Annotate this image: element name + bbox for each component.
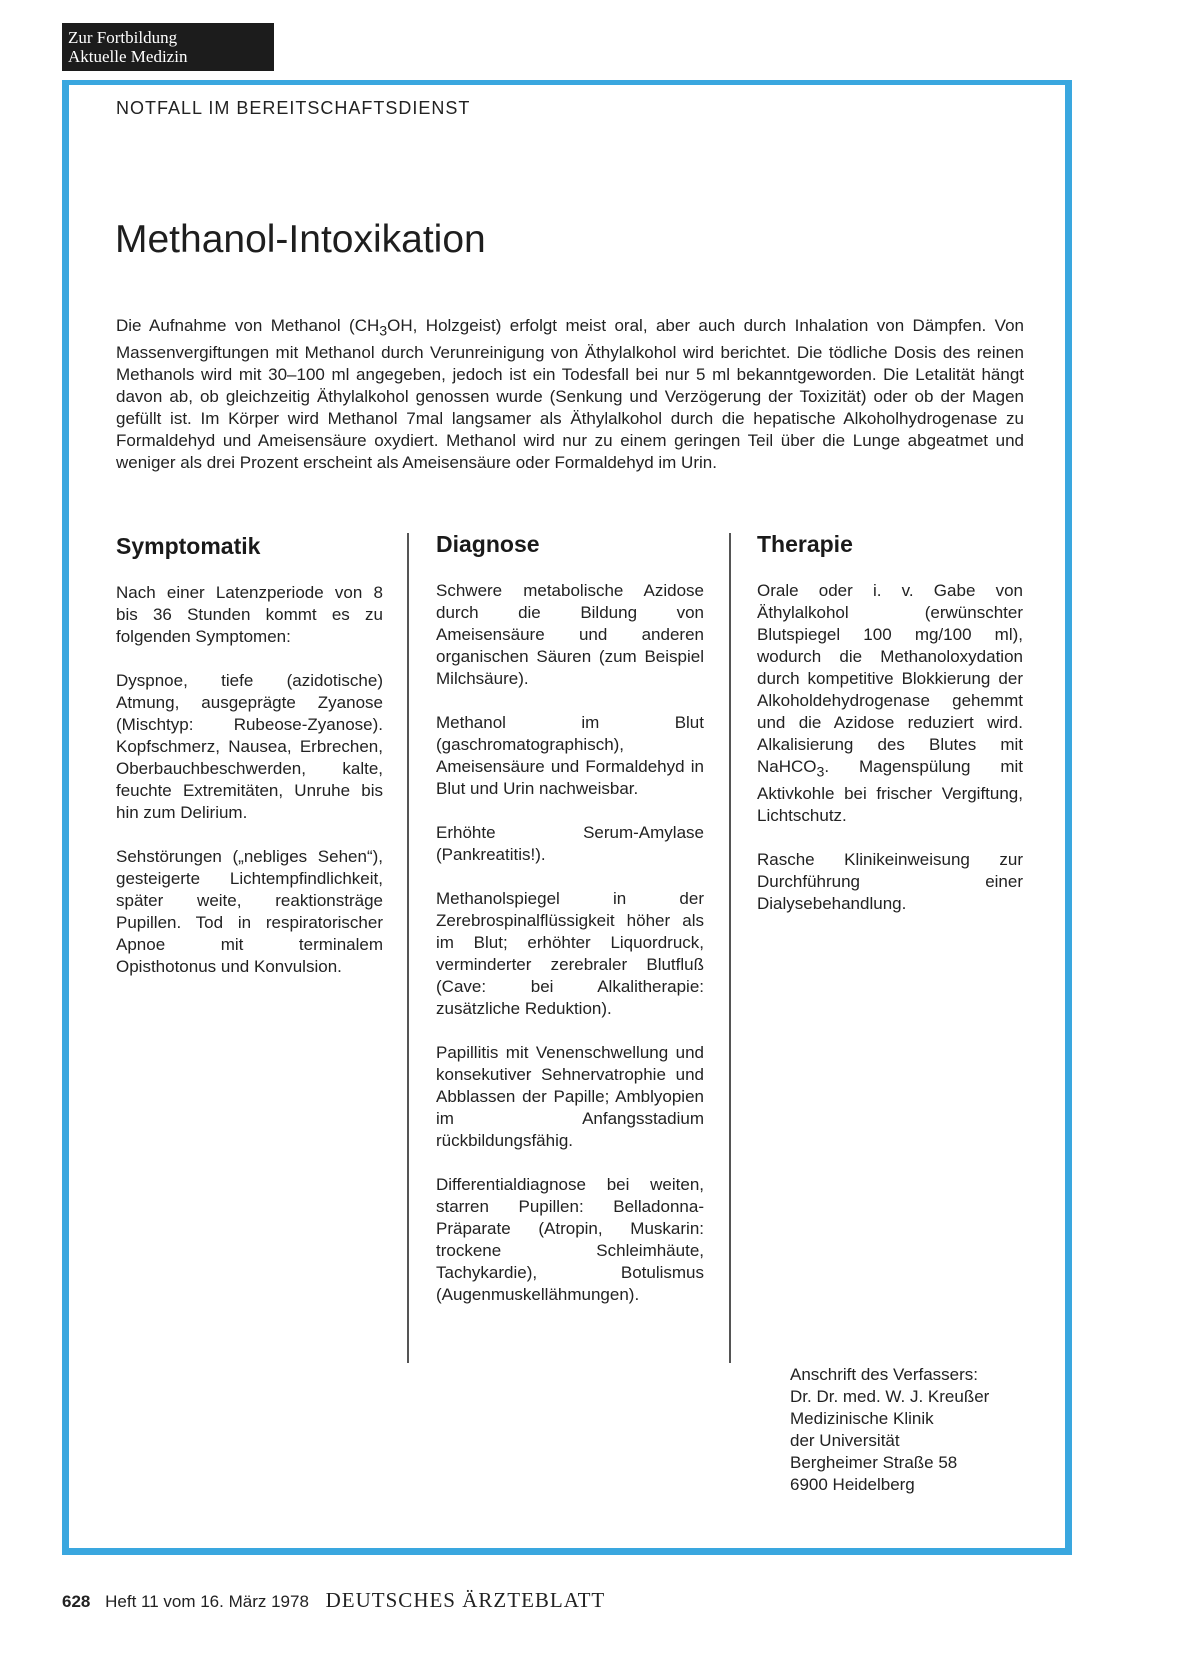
- intro-paragraph: [116, 315, 1024, 474]
- heading-diagnose: Diagnose: [436, 531, 540, 557]
- heading-therapie: Therapie: [757, 531, 853, 557]
- page-footer: [62, 1588, 605, 1613]
- author-address: [790, 1364, 989, 1496]
- address-line: 6900 Heidelberg: [790, 1475, 915, 1494]
- column-diagnose: [436, 530, 704, 1328]
- column-symptomatik: [116, 532, 383, 1000]
- section-label: NOTFALL IM BEREITSCHAFTSDIENST: [116, 98, 471, 118]
- address-line: Dr. Dr. med. W. J. Kreußer: [790, 1387, 990, 1406]
- symptomatik-paragraph: Nach einer Latenzperiode von 8 bis 36 Stunden kommt es zu folgenden Symptomen:: [116, 583, 383, 646]
- heading-symptomatik: Symptomatik: [116, 533, 261, 559]
- symptomatik-paragraph: Dyspnoe, tiefe (azidotische) Atmung, ausgeprägte Zyanose (Mischtyp: Rubeose-Zyanose). Kopfschmerz, Nausea, Erbrechen, Oberbauchbeschwerden, kalte, feuchte Extremitäten, Unruhe bis hin zum Delirium.: [116, 671, 383, 822]
- header-line-2: Aktuelle Medizin: [68, 47, 188, 66]
- diagnose-paragraph: Erhöhte Serum-Amylase (Pankreatitis!).: [436, 823, 704, 864]
- therapie-paragraph: Rasche Klinikeinweisung zur Durchführung einer Dialysebehandlung.: [757, 850, 1023, 914]
- diagnose-paragraph: Methanolspiegel in der Zerebrospinalflüssigkeit höher als im Blut; erhöhter Liquordruck, verminderter zerebraler Blutfluß (Cave: bei Alkalitherapie: zusätzliche Reduktion).: [436, 889, 704, 1018]
- therapie-text-rest: . Magenspülung mit Aktivkohle bei frischer Vergiftung, Lichtschutz.: [757, 757, 1023, 826]
- intro-formula-subscript: 3: [379, 323, 388, 340]
- address-line: Medizinische Klinik: [790, 1409, 934, 1428]
- address-line: Bergheimer Straße 58: [790, 1453, 958, 1472]
- address-line: der Universität: [790, 1431, 900, 1450]
- page-number: 628: [62, 1592, 91, 1611]
- header-line-1: Zur Fortbildung: [68, 28, 178, 47]
- diagnose-paragraph: Schwere metabolische Azidose durch die Bildung von Ameisensäure und anderen organischen Säuren (zum Beispiel Milchsäure).: [436, 581, 704, 688]
- address-line: Anschrift des Verfassers:: [790, 1365, 979, 1384]
- symptomatik-paragraph: Sehstörungen („nebliges Sehen“), gesteigerte Lichtempfindlichkeit, später weite, reaktionsträge Pupillen. Tod in respiratorischer Apnoe mit terminalem Opisthotonus und Konvulsion.: [116, 847, 383, 976]
- therapie-text-start: Orale oder i. v. Gabe von Äthylalkohol (erwünschter Blutspiegel 100 mg/100 ml), wodurch die Methanoloxydation durch kompetitive Blokkierung der Alkoholdehydrogenase gehemmt und die Azidose reduziert wird. Alkalisierung des Blutes mit NaHCO: [757, 581, 1023, 776]
- article-title: Methanol-Intoxikation: [115, 218, 486, 261]
- therapie-subscript: 3: [816, 764, 825, 781]
- therapie-paragraph: [757, 580, 1023, 827]
- diagnose-paragraph: Methanol im Blut (gaschromatographisch), Ameisensäure und Formaldehyd in Blut und Urin nachweisbar.: [436, 713, 704, 798]
- section-header-badge: [62, 23, 274, 71]
- diagnose-paragraph: Papillitis mit Venenschwellung und konsekutiver Sehnervatrophie und Abblassen der Papille; Amblyopien im Anfangsstadium rückbildungsfähig.: [436, 1043, 704, 1150]
- intro-text-start: Die Aufnahme von Methanol (CH: [116, 316, 380, 335]
- journal-name: DEUTSCHES ÄRZTEBLATT: [325, 1588, 606, 1612]
- column-divider-2: [729, 533, 731, 1363]
- diagnose-paragraph: Differentialdiagnose bei weiten, starren Pupillen: Belladonna-Präparate (Atropin, Muskarin: trockene Schleimhäute, Tachykardie), Botulismus (Augenmuskellähmungen).: [436, 1175, 704, 1304]
- intro-text-rest: OH, Holzgeist) erfolgt meist oral, aber auch durch Inhalation von Dämpfen. Von Massenvergiftungen mit Methanol durch Verunreinigung von Äthylalkohol wird berichtet. Die tödliche Dosis des reinen Methanols wird mit 30–100 ml angegeben, jedoch ist ein Todesfall bei nur 5 ml bekanntgeworden. Die Letalität hängt davon ab, ob gleichzeitig Äthylalkohol genossen wurde (Senkung und Verzögerung der Toxizität) oder ob der Magen gefüllt ist. Im Körper wird Methanol 7mal langsamer als Äthylalkohol durch die hepatische Alkoholhydrogenase zu Formaldehyd und Ameisensäure oxydiert. Methanol wird nur zu einem geringen Teil über die Lunge abgeatmet und weniger als drei Prozent erscheint als Ameisensäure oder Formaldehyd im Urin.: [116, 316, 1024, 473]
- column-divider-1: [407, 533, 409, 1363]
- column-therapie: [757, 530, 1023, 937]
- issue-info: Heft 11 vom 16. März 1978: [105, 1592, 309, 1611]
